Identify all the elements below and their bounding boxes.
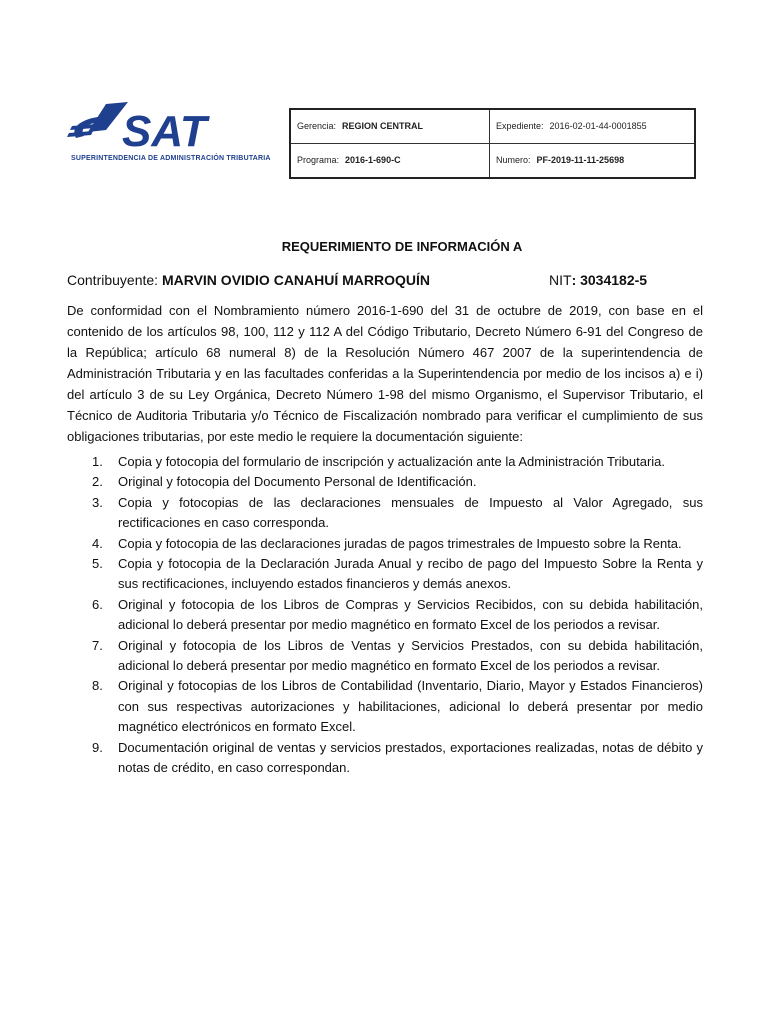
intro-paragraph: De conformidad con el Nombramiento número 2016-1-690 del 31 de octubre de 2019, con base en el contenido de los artículos 98, 100, 112 y 112 A del Código Tributario, Decreto Número 6-91 del Congreso de la República; artículo 68 numeral 8) de la Resolución Número 467 2007 de la superintendencia de Administración Tributaria y en las facultades conferidas a la Superintendencia por medio de los incisos a) e i) del artículo 3 de su Ley Orgánica, Decreto Número 1-98 del mismo Organismo, el Supervisor Tributario, el Técnico de Auditoria Tributaria y/o Técnico de Fiscalización nombrado para verificar el cumplimiento de sus obligaciones tributarias, por este medio le requiere la documentación siguiente: [67, 303, 703, 444]
numero-value: PF-2019-11-11-25698 [536, 155, 625, 166]
item-text: Documentación original de ventas y servicios prestados, exportaciones realizadas, notas de débito y notas de crédito, en caso correspondan. [118, 739, 703, 776]
item-number: 6. [92, 596, 103, 612]
list-item [67, 472, 703, 492]
item-text: Original y fotocopia de los Libros de Compras y Servicios Recibidos, con su debida habilitación, adicional lo deberá presentar por medio magnético en formato Excel de los periodos a revisar. [118, 596, 703, 633]
list-item [67, 554, 703, 595]
numero-cell [490, 144, 694, 178]
nit-value: : 3034182-5 [571, 272, 648, 288]
programa-label: Programa: [297, 155, 340, 166]
gerencia-label: Gerencia: [297, 121, 337, 132]
requirements-list [67, 452, 703, 779]
programa-value: 2016-1-690-C [345, 155, 401, 166]
item-number: 4. [92, 535, 103, 551]
logo-caption: SUPERINTENDENCIA DE ADMINISTRACIÓN TRIBUTARIA [71, 155, 271, 162]
document-title: REQUERIMIENTO DE INFORMACIÓN A [281, 239, 523, 254]
item-text: Copia y fotocopia del formulario de inscripción y actualización ante la Administración Tributaria. [118, 454, 666, 469]
logo-wordmark: SAT [122, 107, 207, 156]
nit-label: NIT [549, 272, 572, 288]
item-number: 2. [92, 474, 103, 490]
gerencia-cell [291, 110, 490, 144]
sat-logo [66, 100, 271, 172]
numero-label: Numero: [496, 155, 531, 166]
programa-cell [291, 144, 490, 178]
expediente-label: Expediente: [496, 121, 544, 132]
item-number: 5. [92, 556, 103, 572]
list-item [67, 534, 703, 554]
item-number: 3. [92, 494, 103, 510]
contribuyente-name: MARVIN OVIDIO CANAHUÍ MARROQUÍN [161, 272, 431, 288]
list-item [67, 676, 703, 737]
list-item [67, 452, 703, 472]
item-number: 1. [92, 454, 103, 469]
gerencia-value: REGION CENTRAL [342, 121, 424, 132]
item-number: 9. [92, 739, 103, 755]
item-number: 8. [92, 678, 103, 694]
item-number: 7. [92, 637, 103, 653]
nit-field [549, 272, 647, 288]
expediente-cell [490, 110, 694, 144]
header-info-table [289, 108, 696, 179]
list-item [67, 493, 703, 534]
contribuyente-label: Contribuyente: [67, 272, 162, 288]
item-text: Copia y fotocopias de las declaraciones mensuales de Impuesto al Valor Agregado, sus rectificaciones en caso corresponda. [118, 494, 703, 531]
item-text: Copia y fotocopia de las declaraciones juradas de pagos trimestrales de Impuesto sobre la Renta. [118, 535, 682, 551]
list-item [67, 595, 703, 636]
item-text: Copia y fotocopia de la Declaración Jurada Anual y recibo de pago del Impuesto Sobre la Renta y sus rectificaciones, incluyendo estados financieros y demás anexos. [118, 556, 703, 592]
list-item [67, 636, 703, 677]
item-text: Original y fotocopias de los Libros de Contabilidad (Inventario, Diario, Mayor y Estados Financieros) con sus respectivas autorizaciones y habilitaciones, adicional lo deberá presentar por medio magnético electrónicos en formato Excel. [118, 678, 703, 735]
item-text: Original y fotocopia del Documento Personal de Identificación. [118, 474, 477, 490]
sat-logo-icon [66, 100, 271, 156]
item-text: Original y fotocopia de los Libros de Ventas y Servicios Prestados, con su debida habilitación, adicional lo deberá presentar por medio magnético en formato Excel de los periodos a revisar. [118, 637, 703, 674]
list-item [67, 738, 703, 779]
expediente-value: 2016-02-01-44-0001855 [549, 121, 647, 132]
